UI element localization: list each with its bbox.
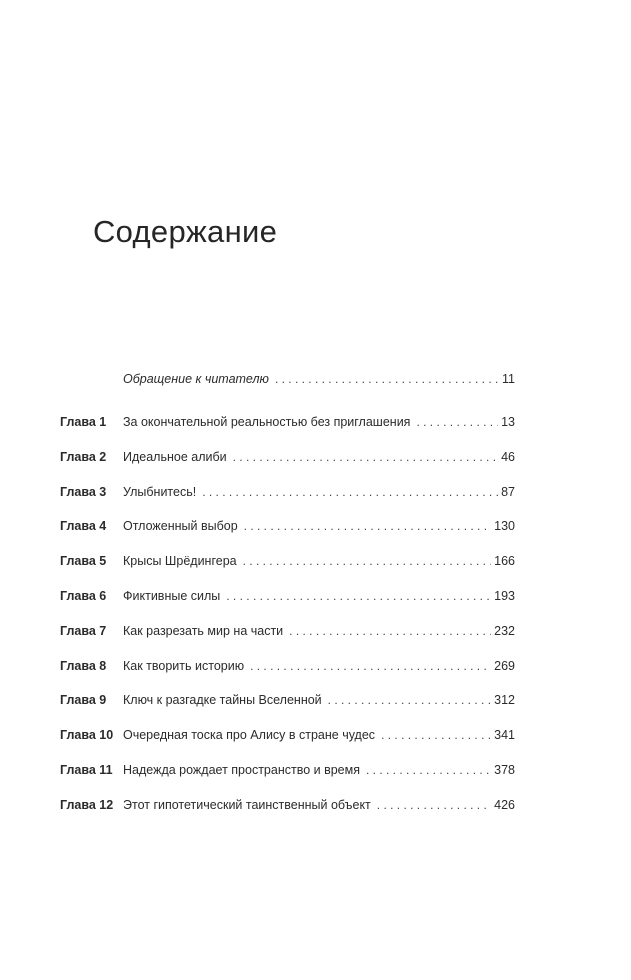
- toc-entry-preface[interactable]: [60, 367, 515, 391]
- toc-entry-label: Идеальное алиби: [123, 449, 227, 464]
- toc-entry-page: 312: [494, 693, 515, 708]
- toc-entry-chapter-10[interactable]: [60, 723, 515, 747]
- table-of-contents: [60, 367, 515, 828]
- toc-entry-label: Надежда рождает пространство и время: [123, 762, 360, 777]
- toc-entry-chapter-12[interactable]: [60, 793, 515, 817]
- toc-entry-page: 378: [494, 762, 515, 777]
- toc-entry-chapter-4[interactable]: [60, 514, 515, 538]
- toc-entry-number: Глава 7: [60, 623, 107, 638]
- toc-entry-label: Отложенный выбор: [123, 519, 238, 534]
- toc-leader-dots: [289, 619, 491, 643]
- toc-entry-number: Глава 11: [60, 762, 113, 777]
- toc-entry-number: Глава 10: [60, 728, 114, 743]
- toc-leader-dots: [381, 723, 491, 747]
- toc-entry-page: 11: [502, 372, 515, 386]
- toc-entry-label: Как творить историю: [123, 658, 245, 673]
- toc-entry-label: Этот гипотетический таинственный объект: [123, 797, 371, 812]
- toc-entry-label: Очередная тоска про Алису в стране чудес: [123, 728, 376, 743]
- toc-entry-chapter-2[interactable]: [60, 445, 515, 469]
- toc-leader-dots: [416, 410, 498, 434]
- toc-leader-dots: [233, 445, 498, 469]
- toc-entry-label: Крысы Шрёдингера: [123, 554, 237, 569]
- toc-entry-number: Глава 5: [60, 554, 107, 569]
- toc-leader-dots: [328, 688, 491, 712]
- toc-leader-dots: [366, 758, 491, 782]
- toc-entry-label: Обращение к читателю: [123, 372, 269, 386]
- page-title: Содержание: [93, 214, 278, 249]
- toc-leader-dots: [226, 584, 491, 608]
- toc-entry-page: 46: [501, 449, 515, 464]
- toc-entry-page: 193: [494, 588, 515, 603]
- toc-entry-number: Глава 4: [60, 519, 107, 534]
- toc-leader-dots: [202, 480, 498, 504]
- toc-entry-number: Глава 2: [60, 449, 107, 464]
- toc-entry-chapter-6[interactable]: [60, 584, 515, 608]
- toc-entry-chapter-5[interactable]: [60, 549, 515, 573]
- toc-leader-dots: [377, 793, 491, 817]
- toc-entry-label: Фиктивные силы: [123, 588, 221, 603]
- toc-leader-dots: [243, 549, 492, 573]
- toc-leader-dots: [244, 514, 491, 538]
- toc-entry-page: 232: [494, 623, 515, 638]
- toc-entry-page: 269: [494, 658, 515, 673]
- toc-entry-chapter-8[interactable]: [60, 654, 515, 678]
- toc-entry-page: 130: [494, 519, 515, 534]
- toc-entry-chapter-1[interactable]: [60, 410, 515, 434]
- toc-entry-page: 87: [501, 484, 515, 499]
- toc-entry-label: Улыбнитесь!: [123, 484, 197, 499]
- toc-entry-chapter-7[interactable]: [60, 619, 515, 643]
- toc-entry-number: Глава 8: [60, 658, 107, 673]
- toc-entry-chapter-3[interactable]: [60, 480, 515, 504]
- toc-entry-number: Глава 6: [60, 588, 107, 603]
- toc-entry-page: 426: [494, 797, 515, 812]
- toc-entry-page: 341: [494, 728, 515, 743]
- toc-entry-page: 166: [494, 554, 515, 569]
- toc-entry-number: Глава 3: [60, 484, 107, 499]
- toc-entry-chapter-11[interactable]: [60, 758, 515, 782]
- toc-entry-page: 13: [501, 415, 515, 429]
- toc-leader-dots: [250, 654, 491, 678]
- toc-entry-label: За окончательной реальностью без приглашения: [123, 415, 411, 429]
- toc-entry-number: Глава 9: [60, 693, 107, 708]
- toc-leader-dots: [275, 367, 499, 391]
- toc-entry-number: Глава 1: [60, 415, 107, 429]
- toc-entry-label: Ключ к разгадке тайны Вселенной: [123, 693, 322, 708]
- toc-entry-label: Как разрезать мир на части: [123, 623, 284, 638]
- toc-entry-chapter-9[interactable]: [60, 688, 515, 712]
- toc-entry-number: Глава 12: [60, 797, 114, 812]
